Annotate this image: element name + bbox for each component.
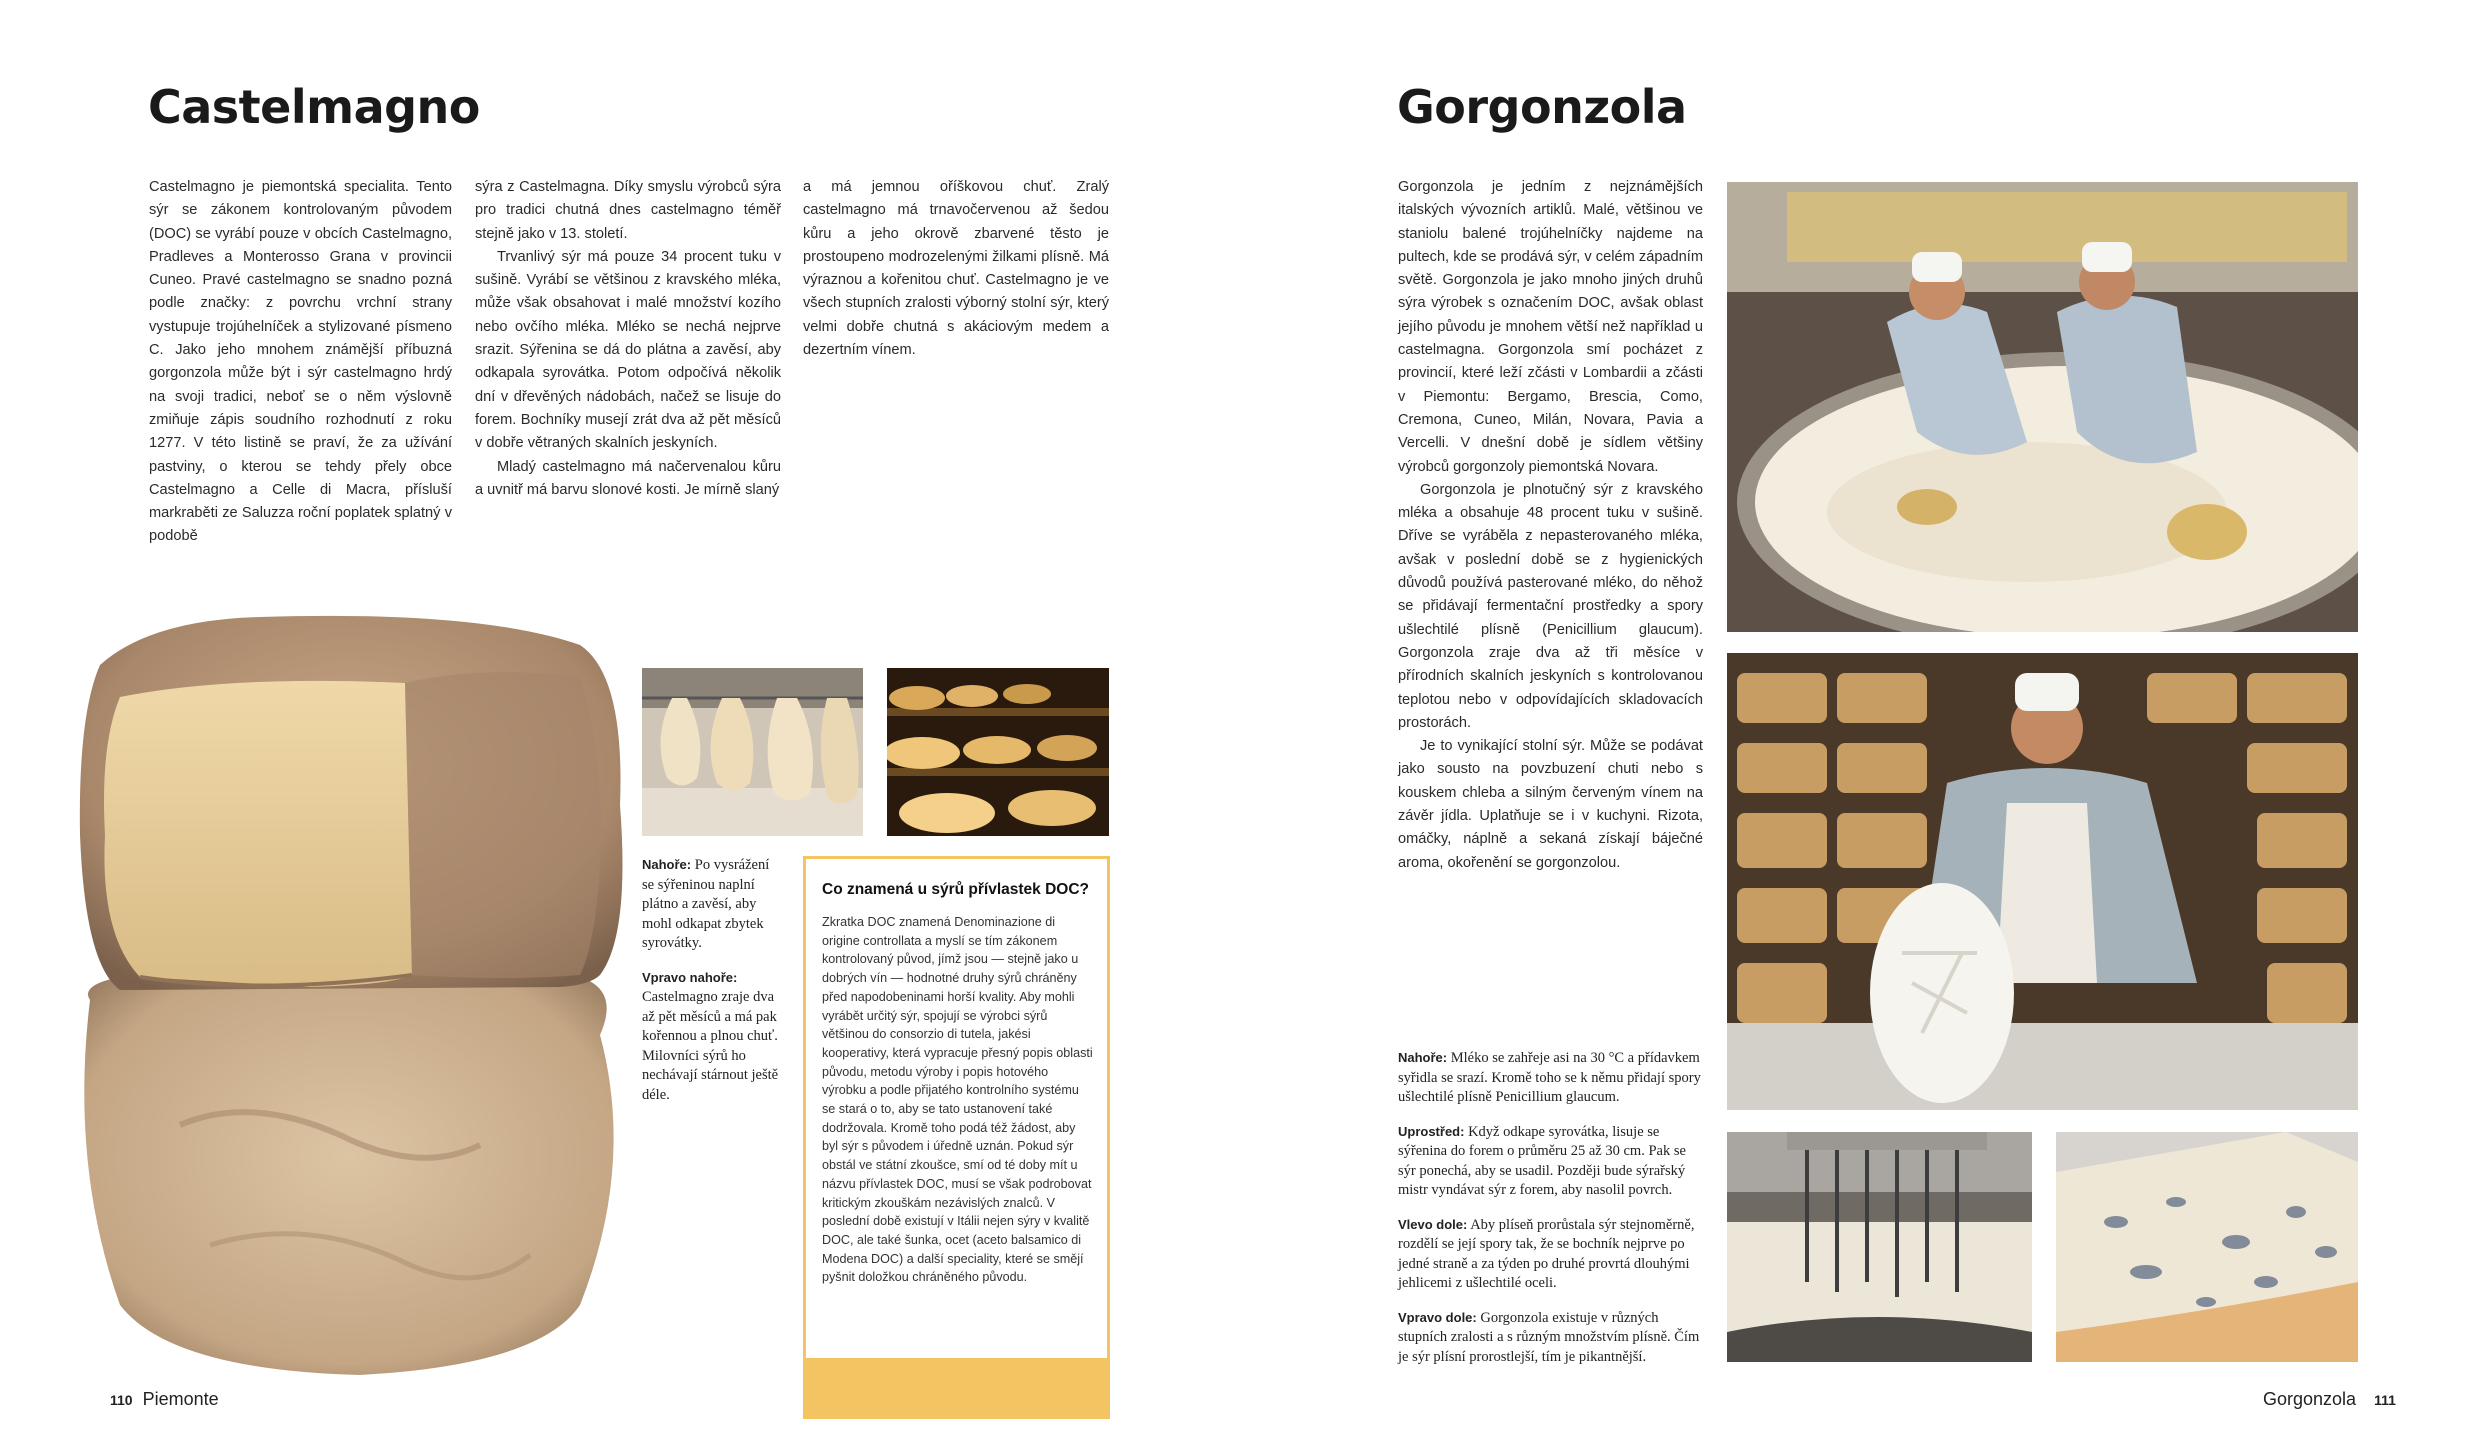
right-folio: Gorgonzola 111 [2263, 1389, 2396, 1409]
castelmagno-captions: Nahoře: Po vysrážení se sýřeninou naplní plátno a zavěsí, aby mohl odkapat zbytek syrovátky. Vpravo nahoře: Castelmagno zraje dva až pět měsíců a má pak kořennou a plnou chuť. Milovníci sýrů ho nechávají stárnout ještě déle. [642, 857, 779, 1103]
doc-box-text: Zkratka DOC znamená Denominazione di origine controllata a myslí se tím zákonem kontrolovaný původ, jímž jsou — stejně jako u dobrých vín — hodnotné druhy sýrů chráněny před napodobeninami horší kvality. Aby mohli vyrábět určitý sýr, spojují se výrobci sýrů většinou do consorzio di tutela, jakési kooperativy, která vypracuje přesný popis oblasti původu, metodu výroby i popis hotového výrobku a podle přijatého kontrolního systému se stará o to, aby se tato ustanovení také dodržovala. Kromě toho podá též žádost, aby byl sýr s původem i úředně uznán. Pokud sýr obstál ve státní zkoušce, smí od té doby mít u názvu přívlastek DOC, musí se však podrobovat kritickým zkouškám nezávislých znalců. V poslední době existují v Itálii nejen sýry v kvalitě DOC, ale také šunka, ocet (aceto balsamico di Modena DOC) a další speciality, které se smějí pyšnit doložkou chráněného původu. [822, 915, 1093, 1285]
aging-cellar-photo [887, 668, 1109, 836]
castelmagno-cheese-photo [60, 605, 640, 1380]
gorgonzola-text-column: Gorgonzola je jedním z nejznámějších italských vývozních artiklů. Malé, většinou ve staniolu balené trojúhelníčky najdeme na pultech, kde se prodává sýr, v celém západním světě. Gorgonzola je jako mnoho jiných druhů sýra výrobek s označením DOC, avšak oblast jejího původu je mnohem větší než například u castelmagna. Gorgonzola smí pocházet z provincií, které leží zčásti v Lombardii a zčásti v Piemontu: Bergamo, Brescia, Como, Cremona, Cuneo, Milán, Novara, Pavia a Vercelli. V dnešní době je sídlem většiny výrobců gorgonzoly piemontská Novara. Gorgonzola je plnotučný sýr z kravského mléka a obsahuje 48 procent tuku v sušině. Dříve se vyráběla z nepasterovaného mléka, avšak v poslední době se z hygienických důvodů používá pasterované mléko, do něhož se přidávají fermentační prostředky a spory ušlechtilé plísně (Penicillium glaucum). Gorgonzola zraje dva až tři měsíce v přírodních skalních jeskyních s kontrolovanou teplotou nebo v odpovídajících skladovacích prostorách. Je to vynikající stolní sýr. Může se podávat jako sousto na povzbuzení chuti nebo s kouskem chleba a silným červeným vínem na závěr jídla. Uplatňuje se i v kuchyni. Rizota, omáčky, náplně a sekaná získají báječné aroma, okořenění se gorgonzolou. [1398, 179, 1703, 871]
cheesemaker-mould-photo [1727, 653, 2358, 1110]
page-title-castelmagno: Castelmagno [148, 80, 480, 134]
page-title-gorgonzola: Gorgonzola [1397, 80, 1687, 134]
text-column-2: sýra z Castelmagna. Díky smyslu výrobců sýra pro tradici chutná dnes castelmagno téměř stejně jako v 13. století. Trvanlivý sýr má pouze 34 procent tuku v sušině. Vyrábí se většinou z kravského mléka, může však obsahovat i malé množství kozího nebo ovčího mléka. Mléko se nechá nejprve srazit. Sýřenina se dá do plátna a zavěsí, aby odkapala syrovátka. Potom odpočívá několik dní v dřevěných nádobách, načež se lisuje do forem. Bochníky musejí zrát dva až pět měsíců v dobře větraných skalních jeskyních. Mladý castelmagno má načervenalou kůru a uvnitř má barvu slonové kosti. Je mírně slaný [475, 179, 781, 498]
doc-box-title: Co znamená u sýrů přívlastek DOC? [822, 881, 1090, 898]
gorgonzola-wedge-photo [2056, 1132, 2358, 1362]
curd-vat-photo [1727, 182, 2358, 632]
hanging-curd-cloth-photo [642, 668, 863, 836]
needle-piercing-photo [1727, 1132, 2032, 1362]
doc-info-box [803, 856, 1110, 1361]
text-column-1: Castelmagno je piemontská specialita. Tento sýr se zákonem kontrolovaným původem (DOC) se vyrábí pouze v obcích Castelmagno, Pradleves a Monterosso Grana v provincii Cuneo. Pravé castelmagno se snadno pozná podle značky: z povrchu vrchní strany vystupuje trojúhelníček a stylizované písmeno C. Jako jeho mnohem známější příbuzná gorgonzola může být i sýr castelmagno hrdý na svoji tradici, neboť se o něm výslovně zmiňuje zápis soudního rozhodnutí z roku 1277. V této listině se praví, že za užívání pastviny, o kterou se tehdy přely obce Castelmagno a Celle di Macra, přísluší markraběti ze Saluzza roční poplatek splatný v podobě [149, 179, 452, 545]
text-column-3: a má jemnou oříškovou chuť. Zralý castelmagno má trnavočervenou až šedou kůru a jeho okrově zbarvené těsto je prostoupeno modrozelenými žilkami plísně. Má výraznou a kořenitou chuť. Castelmagno je ve všech stupních zralosti výborný stolní sýr, který velmi dobře chutná s akáciovým medem a dezertním vínem. [803, 179, 1109, 359]
gorgonzola-captions: Nahoře: Mléko se zahřeje asi na 30 °C a přídavkem syřidla se srazí. Kromě toho se k němu přidají spory ušlechtilé plísně Penicillium glaucum. Uprostřed: Když odkape syrovátka, lisuje se sýřenina do forem o průměru 25 až 30 cm. Pak se sýr ponechá, aby se usadil. Později bude sýrařský mistr vyndávat sýr z forem, aby nasolil povrch. Vlevo dole: Aby plíseň prorůstala sýr stejnoměrně, rozdělí se její spory tak, že se bochník nejprve po jedné straně a za týden po druhé provrtá dlouhými jehlicemi z ušlechtilé oceli. Vpravo dole: Gorgonzola existuje v různých stupních zralosti a s různým množstvím plísně. Čím je sýr plísní prorostlejší, tím je pikantnější. [1398, 1050, 1701, 1365]
left-folio: 110 Piemonte [110, 1389, 219, 1409]
doc-box-footer-fill [803, 1361, 1110, 1419]
